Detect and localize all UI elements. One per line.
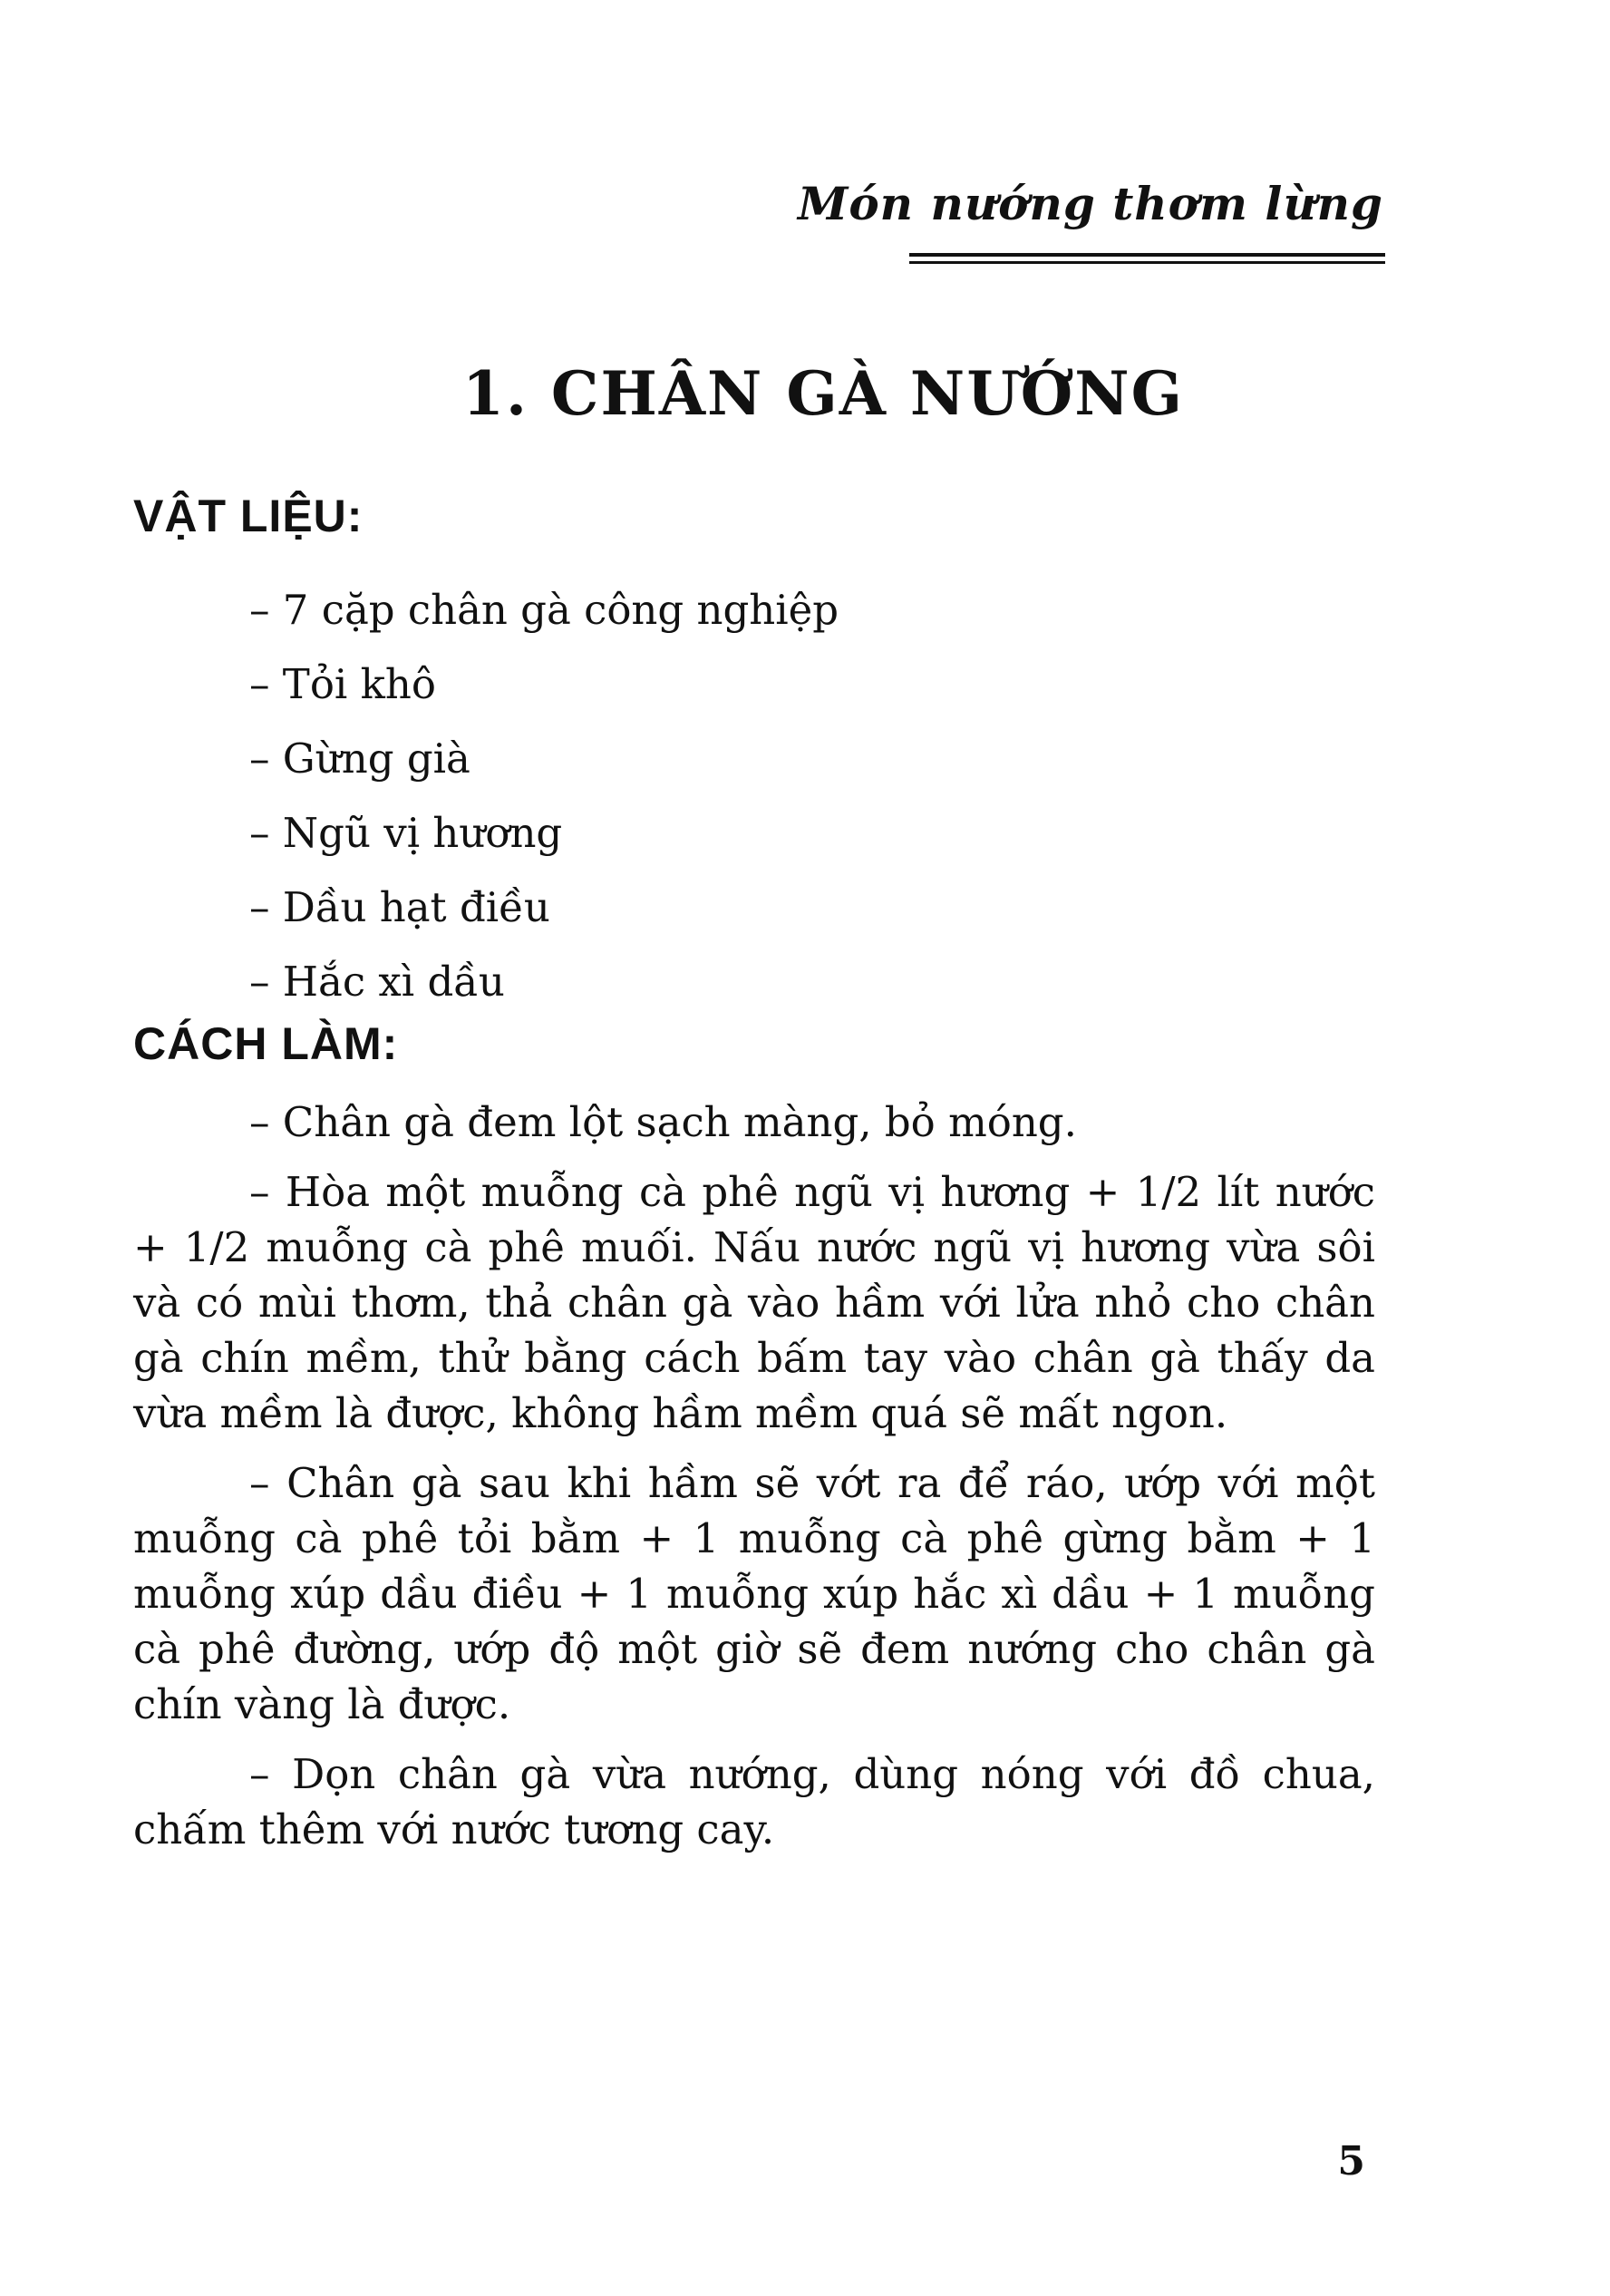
method-step: – Chân gà đem lột sạch màng, bỏ móng. [249,1098,1077,1146]
method-heading: CÁCH LÀM: [133,1018,399,1069]
method-step: – Chân gà sau khi hầm sẽ vớt ra để ráo, ướp với một muỗng cà phê tỏi bằm + 1 muỗng cà phê gừng bằm + 1 muỗng xúp dầu điều + 1 muỗng xúp hắc xì dầu + 1 muỗng cà phê đường, ướp độ một giờ sẽ đem nướng cho chân gà chín vàng là được. [133,1459,1375,1728]
ingredient-item: – Dầu hạt điều [249,883,550,931]
ingredient-item: – Ngũ vị hương [249,809,563,857]
ingredient-item: – 7 cặp chân gà công nghiệp [249,586,839,634]
method-steps [133,1094,1375,1872]
method-step: – Dọn chân gà vừa nướng, dùng nóng với đồ chua, chấm thêm với nước tương cay. [133,1750,1375,1853]
page-number: 5 [1337,2138,1365,2184]
ingredient-item: – Gừng già [249,735,470,783]
ingredient-list [249,573,839,1019]
header-rule-double [909,261,1385,264]
recipe-title: 1. CHÂN GÀ NƯỚNG [462,358,1184,429]
running-header: Món nướng thơm lừng [797,177,1383,230]
ingredient-item: – Tỏi khô [249,660,436,708]
header-rule [909,253,1385,257]
ingredient-item: – Hắc xì dầu [249,958,505,1006]
method-step: – Hòa một muỗng cà phê ngũ vị hương + 1/2 lít nước + 1/2 muỗng cà phê muối. Nấu nước ngũ vị hương vừa sôi và có mùi thơm, thả chân gà vào hầm với lửa nhỏ cho chân gà chín mềm, thử bằng cách bấm tay vào chân gà thấy da vừa mềm là được, không hầm mềm quá sẽ mất ngon. [133,1168,1375,1437]
ingredients-heading: VẬT LIỆU: [133,491,364,541]
